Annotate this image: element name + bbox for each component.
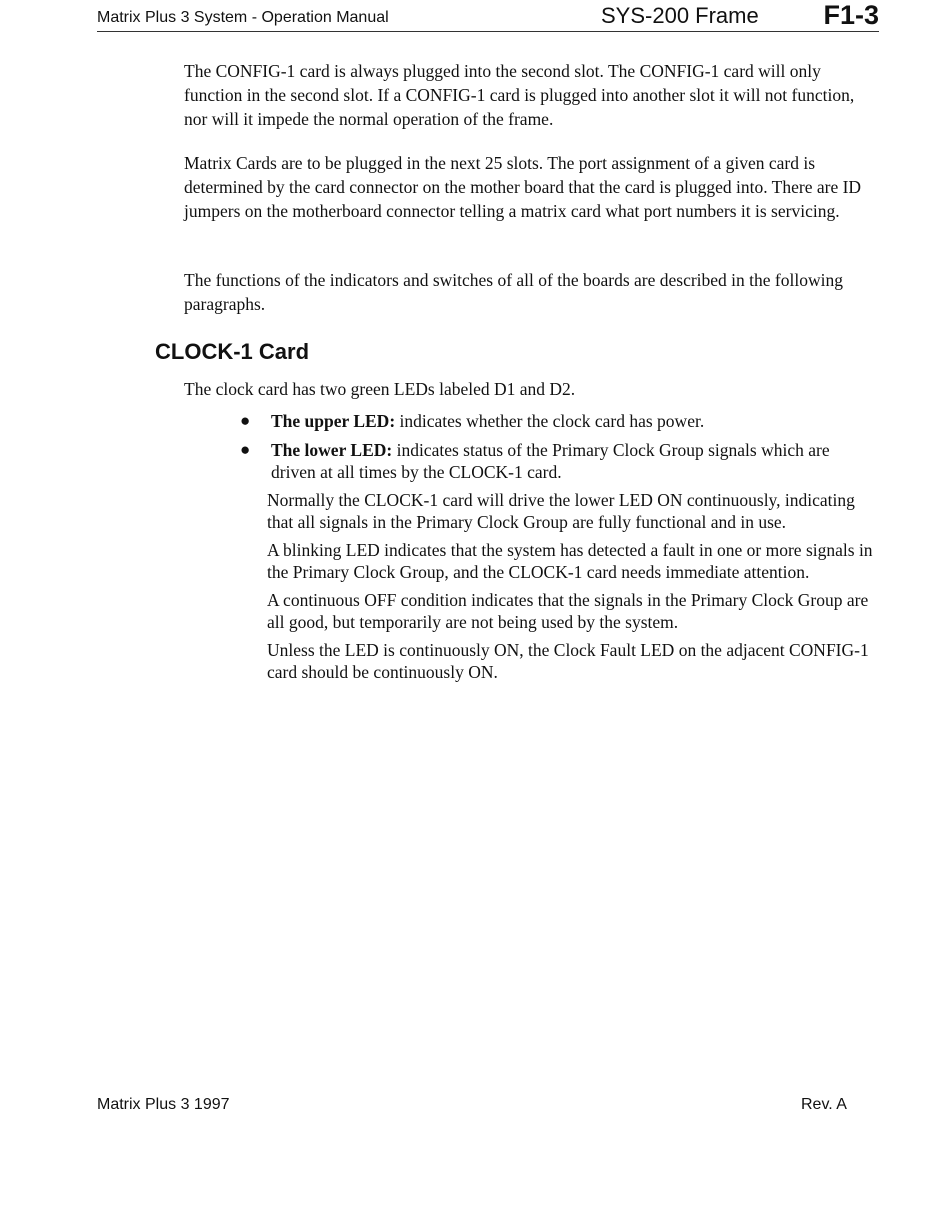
section-heading: CLOCK-1 Card — [155, 339, 310, 364]
paragraph-functions: The functions of the indicators and switches of all of the boards are described in the following paragraphs. — [184, 270, 843, 314]
detail-paragraph-off: A continuous OFF condition indicates that the signals in the Primary Clock Group are all good, but temporarily are not being used by the system. — [267, 590, 869, 632]
led-bullet-list — [240, 410, 876, 490]
bullet-term: The upper LED: — [271, 411, 396, 431]
bullet-term: The lower LED: — [271, 440, 393, 460]
detail-paragraph-blinking: A blinking LED indicates that the system has detected a fault in one or more signals in the Primary Clock Group, and the CLOCK-1 card needs immediate attention. — [267, 540, 873, 582]
footer-copyright: Matrix Plus 3 1997 — [97, 1096, 230, 1113]
manual-title: Matrix Plus 3 System - Operation Manual — [97, 9, 389, 26]
detail-paragraph-fault: Unless the LED is continuously ON, the Clock Fault LED on the adjacent CONFIG-1 card should be continuously ON. — [267, 640, 869, 682]
list-item-upper-led — [240, 410, 876, 432]
bullet-text: indicates whether the clock card has power. — [395, 411, 705, 431]
detail-paragraph-normal: Normally the CLOCK-1 card will drive the lower LED ON continuously, indicating that all signals in the Primary Clock Group are fully functional and in use. — [267, 490, 855, 532]
page-header — [97, 0, 879, 32]
section-intro: The clock card has two green LEDs labeled D1 and D2. — [184, 379, 576, 399]
bullet-icon: ● — [240, 440, 251, 459]
footer-revision: Rev. A — [801, 1096, 847, 1113]
page-number: F1-3 — [823, 0, 879, 30]
paragraph-config-slot: The CONFIG-1 card is always plugged into the second slot. The CONFIG-1 card will only function in the second slot. If a CONFIG-1 card is plugged into another slot it will not function, nor will it impede the normal operation of the frame. — [184, 61, 855, 129]
paragraph-matrix-cards: Matrix Cards are to be plugged in the next 25 slots. The port assignment of a given card is determined by the card connector on the mother board that the card is plugged into. There are ID jumpers on the motherboard connector telling a matrix card what port numbers it is servicing. — [184, 153, 862, 221]
section-title: SYS-200 Frame — [601, 3, 759, 28]
bullet-text: indicates status of the Primary Clock Group signals which are driven at all times by the CLOCK-1 card. — [271, 440, 830, 482]
lower-led-details — [267, 489, 876, 689]
list-item-lower-led — [240, 439, 876, 483]
bullet-icon: ● — [240, 411, 251, 430]
